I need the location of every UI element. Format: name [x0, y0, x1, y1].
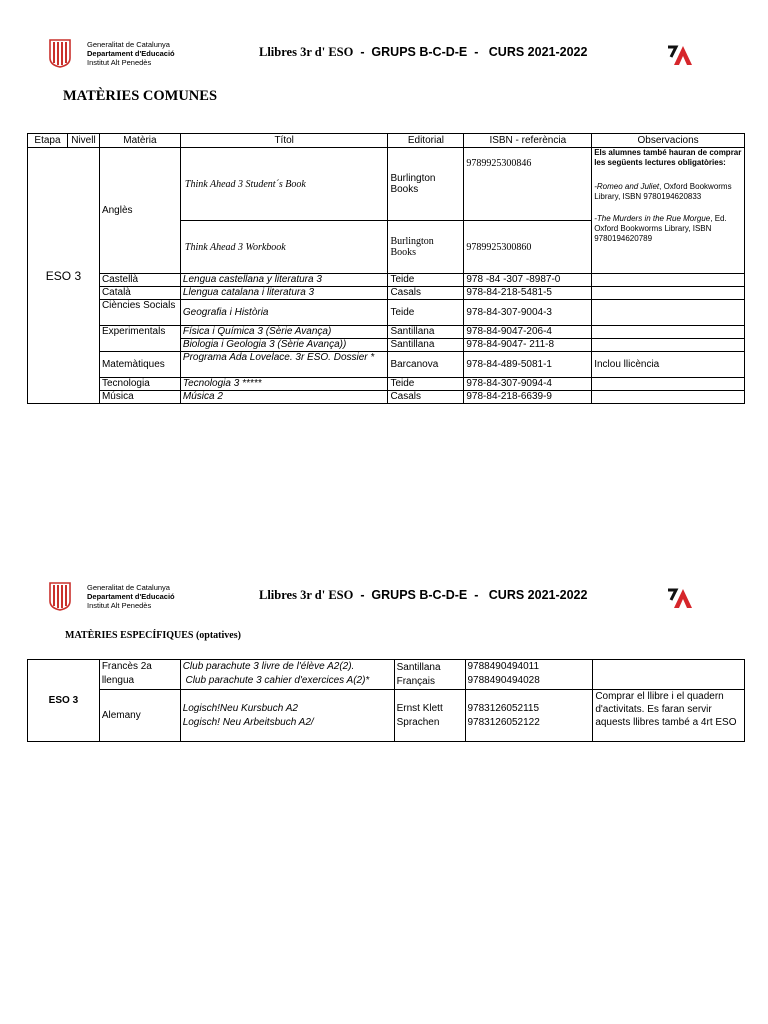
- obs-reading-1: [594, 182, 742, 202]
- observacions-cell: [592, 326, 745, 339]
- editorial-cell: Santillana Français: [394, 660, 465, 690]
- institution-block-2: [87, 583, 175, 610]
- titol-line-2: Club parachute 3 cahier d'exercices A(2)*: [182, 675, 370, 686]
- institution-block: [87, 40, 175, 67]
- editorial-cell: Santillana: [388, 326, 464, 339]
- titol-cell: Lengua castellana y literatura 3: [180, 274, 388, 287]
- materia-cell: Experimentals: [99, 326, 180, 352]
- titol-line-1: Club parachute 3 livre de l'élève A2(2).: [182, 661, 355, 672]
- col-header-materia: Matèria: [99, 134, 180, 148]
- title-part2: - GRUPS B-C-D-E - CURS 2021-2022: [360, 45, 588, 59]
- materia-cell: Anglès: [99, 148, 180, 274]
- document-title: [259, 45, 587, 60]
- col-header-titol: Títol: [180, 134, 388, 148]
- editorial-cell: Santillana: [388, 339, 464, 352]
- observacions-cell: [592, 339, 745, 352]
- document-title-2: [259, 588, 587, 603]
- isbn-cell: 978-84-9047-206-4: [464, 326, 592, 339]
- table-row: [28, 690, 745, 742]
- col-header-nivell: Nivell: [67, 134, 99, 148]
- editorial-cell: Casals: [388, 287, 464, 300]
- titol-line-2: Logisch! Neu Arbeitsbuch A2/: [182, 716, 314, 728]
- title-part1: Llibres 3r d' ESO: [259, 588, 354, 602]
- col-header-observacions: Observacions: [592, 134, 745, 148]
- isbn-cell: 978-84-218-6639-9: [464, 391, 592, 404]
- etapa-cell: ESO 3: [28, 148, 100, 404]
- obs-reading-2-title: -The Murders in the Rue Morgue: [594, 214, 711, 223]
- titol-cell: Música 2: [180, 391, 388, 404]
- titol-cell: Biologia i Geologia 3 (Sèrie Avança)): [180, 339, 388, 352]
- titol-cell: Física i Química 3 (Sèrie Avança): [180, 326, 388, 339]
- isbn-cell: 978-84-307-9094-4: [464, 378, 592, 391]
- title-part1: Llibres 3r d' ESO: [259, 45, 354, 59]
- materia-cell: Francès 2a llengua: [99, 660, 180, 690]
- section-heading-especifiques: MATÈRIES ESPECÍFIQUES (optatives): [65, 630, 241, 641]
- editorial-cell: Teide: [388, 378, 464, 391]
- observacions-cell: Inclou llicència: [592, 352, 745, 378]
- isbn-cell: [465, 690, 593, 742]
- materia-cell: Música: [99, 391, 180, 404]
- table-row: [28, 300, 745, 326]
- isbn-cell: 9789925300860: [464, 221, 592, 274]
- specific-subjects-table: [27, 659, 745, 742]
- generalitat-logo-icon: [48, 581, 72, 611]
- materia-cell: Alemany: [99, 690, 180, 742]
- obs-reading-2: [594, 214, 742, 244]
- institut-logo-icon: [666, 586, 694, 610]
- table-row: [28, 148, 745, 221]
- departament-text: Departament d'Educació: [87, 592, 175, 601]
- materia-cell: Ciències Socials: [99, 300, 180, 326]
- isbn-cell: 978-84-218-5481-5: [464, 287, 592, 300]
- table-row: [28, 287, 745, 300]
- isbn-line-2: 9783126052122: [467, 716, 540, 728]
- isbn-line-2: 9788490494028: [467, 675, 540, 686]
- observacions-cell: [592, 391, 745, 404]
- table-row: [28, 378, 745, 391]
- titol-cell: Tecnologia 3 *****: [180, 378, 388, 391]
- observacions-cell: [592, 300, 745, 326]
- obs-reading-1-rest: , Oxford Bookworms Library, ISBN 9780194620833: [594, 182, 732, 201]
- obs-reading-2-rest: , Ed. Oxford Bookworms Library, ISBN 9780194620789: [594, 214, 727, 243]
- generalitat-text: Generalitat de Catalunya: [87, 40, 170, 49]
- editorial-cell: Casals: [388, 391, 464, 404]
- titol-cell: Programa Ada Lovelace. 3r ESO. Dossier *: [180, 352, 388, 378]
- departament-text: Departament d'Educació: [87, 49, 175, 58]
- isbn-cell: 978-84-489-5081-1: [464, 352, 592, 378]
- observacions-cell: [592, 378, 745, 391]
- observacions-cell-angles: [592, 148, 745, 274]
- section-heading-comunes: MATÈRIES COMUNES: [63, 88, 218, 104]
- isbn-cell: [465, 660, 593, 690]
- table-header-row: [28, 134, 745, 148]
- etapa-cell: ESO 3: [28, 660, 100, 742]
- editorial-cell: Teide: [388, 300, 464, 326]
- editorial-cell: Ernst Klett Sprachen: [394, 690, 465, 742]
- editorial-cell: Burlington Books: [388, 221, 464, 274]
- titol-line-1: Logisch!Neu Kursbuch A2: [182, 702, 298, 714]
- common-subjects-table: [27, 133, 745, 404]
- generalitat-text: Generalitat de Catalunya: [87, 583, 170, 592]
- editorial-cell: Teide: [388, 274, 464, 287]
- table-row: [28, 326, 745, 339]
- isbn-cell: 978 -84 -307 -8987-0: [464, 274, 592, 287]
- titol-cell: Think Ahead 3 Workbook: [180, 221, 388, 274]
- titol-cell: Geografia i Història: [180, 300, 388, 326]
- generalitat-logo-icon: [48, 38, 72, 68]
- materia-cell: Matemàtiques: [99, 352, 180, 378]
- isbn-cell: 9789925300846: [464, 148, 592, 221]
- obs-reading-1-title: -Romeo and Juliet: [594, 182, 660, 191]
- isbn-cell: 978-84-307-9004-3: [464, 300, 592, 326]
- titol-cell: [180, 690, 394, 742]
- institut-text: Institut Alt Penedès: [87, 601, 152, 610]
- editorial-cell: Burlington Books: [388, 148, 464, 221]
- observacions-cell: [592, 287, 745, 300]
- isbn-line-1: 9788490494011: [467, 661, 540, 672]
- titol-cell: Think Ahead 3 Student´s Book: [180, 148, 388, 221]
- table-row: [28, 660, 745, 690]
- institut-logo-icon: [666, 43, 694, 67]
- materia-cell: Castellà: [99, 274, 180, 287]
- isbn-line-1: 9783126052115: [467, 702, 540, 714]
- table-row: [28, 352, 745, 378]
- titol-cell: Llengua catalana i literatura 3: [180, 287, 388, 300]
- table-row: [28, 274, 745, 287]
- observacions-cell: Comprar el llibre i el quadern d'activitats. Es faran servir aquests llibres també a 4rt ESO: [593, 690, 745, 742]
- obs-intro: Els alumnes també hauran de comprar les següents lectures obligatòries:: [594, 148, 742, 167]
- observacions-cell: [593, 660, 745, 690]
- title-part2: - GRUPS B-C-D-E - CURS 2021-2022: [360, 588, 588, 602]
- isbn-cell: 978-84-9047- 211-8: [464, 339, 592, 352]
- col-header-etapa: Etapa: [28, 134, 68, 148]
- titol-cell: [180, 660, 394, 690]
- observacions-cell: [592, 274, 745, 287]
- materia-cell: Català: [99, 287, 180, 300]
- table-row: [28, 391, 745, 404]
- institut-text: Institut Alt Penedès: [87, 58, 152, 67]
- col-header-isbn: ISBN - referència: [464, 134, 592, 148]
- editorial-cell: Barcanova: [388, 352, 464, 378]
- materia-cell: Tecnologia: [99, 378, 180, 391]
- col-header-editorial: Editorial: [388, 134, 464, 148]
